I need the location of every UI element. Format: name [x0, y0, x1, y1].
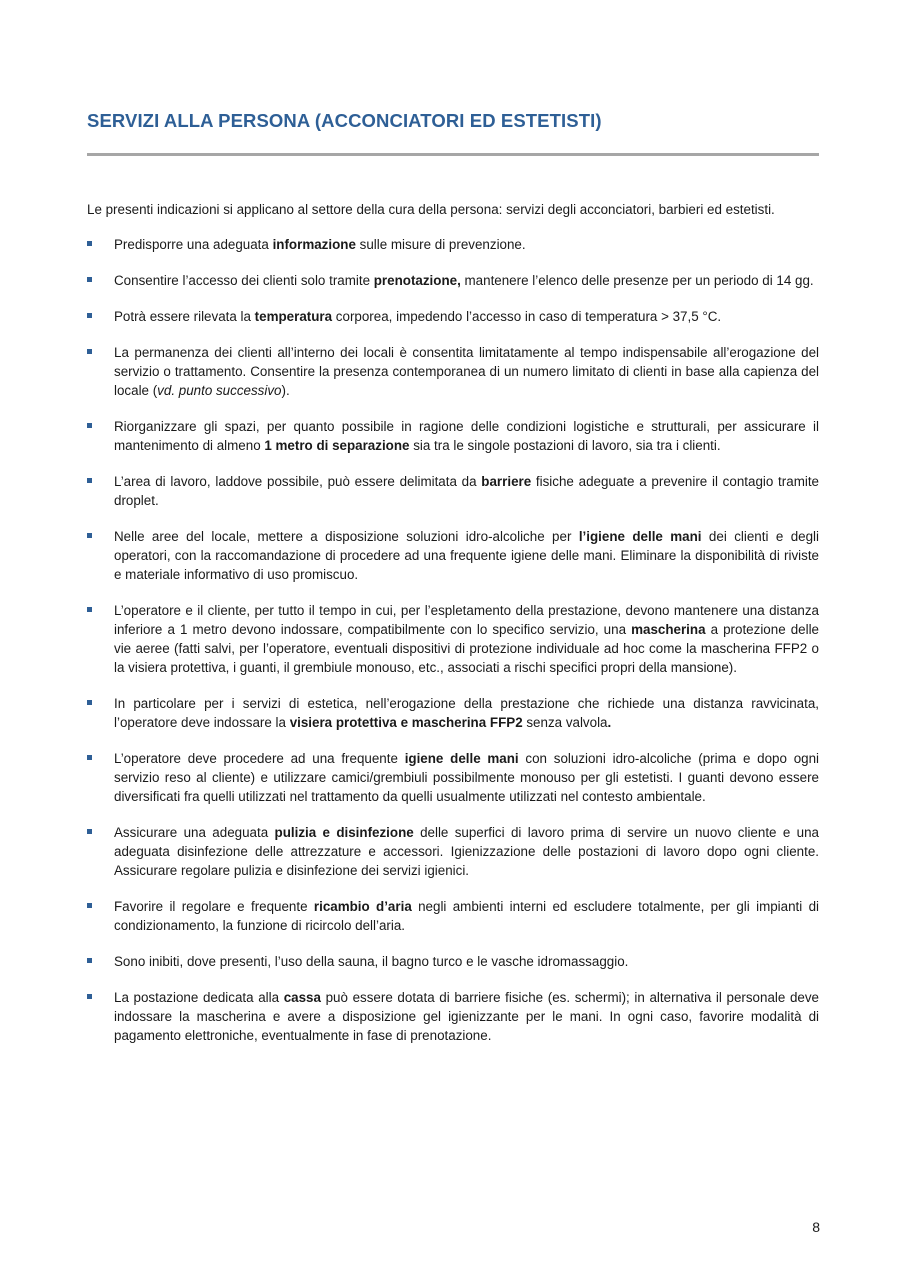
- title-divider: [87, 153, 819, 156]
- list-item-text: L’operatore e il cliente, per tutto il tempo in cui, per l’espletamento della prestazione, devono mantenere una distanza inferiore a 1 metro devono indossare, compatibilmente con lo specifico servizio, una: [114, 603, 819, 637]
- list-item-text: L’operatore deve procedere ad una frequente: [114, 751, 405, 766]
- list-item: [87, 694, 819, 732]
- list-item-text: negli ambienti interni ed escludere totalmente, per gli impianti di condizionamento, la funzione di ricircolo dell’aria.: [114, 899, 819, 933]
- list-item: [87, 472, 819, 510]
- list-item-text: con soluzioni idro-alcoliche (prima e dopo ogni servizio reso al cliente) e utilizzare camici/grembiuli possibilmente monouso per gli estetisti. I guanti devono essere diversificati fra quelli utilizzati nel trattamento da quelli usualmente utilizzati nel contesto ambientale.: [114, 751, 820, 804]
- list-item-text: ricambio d’aria: [313, 899, 412, 914]
- list-item: [87, 307, 819, 326]
- square-bullet-icon: [87, 533, 92, 538]
- list-item: [87, 749, 819, 806]
- list-item-text: Assicurare una adeguata: [114, 825, 275, 840]
- list-item-text: sia tra le singole postazioni di lavoro, sia tra i clienti.: [409, 438, 721, 453]
- list-item: [87, 988, 819, 1045]
- list-item-text: sulle misure di prevenzione.: [355, 237, 526, 252]
- list-item-text: mantenere l’elenco delle presenze per un periodo di 14 gg.: [460, 273, 814, 288]
- list-item-text: Favorire il regolare e frequente: [114, 899, 314, 914]
- list-item-text: Potrà essere rilevata la: [114, 309, 255, 324]
- list-item-text: La postazione dedicata alla: [114, 990, 284, 1005]
- list-item: [87, 417, 819, 455]
- list-item-text: .: [607, 715, 612, 730]
- list-item: [87, 527, 819, 584]
- list-item-text: prenotazione,: [373, 273, 461, 288]
- list-item-text: senza valvola: [522, 715, 608, 730]
- list-item: [87, 235, 819, 254]
- list-item-text: Riorganizzare gli spazi, per quanto possibile in ragione delle condizioni logistiche e strutturali, per assicurare il mantenimento di almeno: [114, 419, 819, 453]
- list-item: [87, 897, 819, 935]
- square-bullet-icon: [87, 994, 92, 999]
- list-item: [87, 952, 819, 971]
- page-number: 8: [812, 1219, 820, 1235]
- list-item-text: vd. punto successivo: [157, 383, 282, 398]
- square-bullet-icon: [87, 958, 92, 963]
- list-item-text: 1 metro di separazione: [264, 438, 410, 453]
- list-item-text: può essere dotata di barriere fisiche (es. schermi); in alternativa il personale deve indossare la mascherina e avere a disposizione gel igienizzante per le mani. In ogni caso, favorire modalità di pagamento elettroniche, eventualmente in fase di prenotazione.: [114, 990, 819, 1043]
- page-title: SERVIZI ALLA PERSONA (ACCONCIATORI ED ESTETISTI): [87, 110, 602, 131]
- list-item-text: dei clienti e degli operatori, con la raccomandazione di procedere ad una frequente igiene delle mani. Eliminare la disponibilità di riviste e materiale informativo di uso promiscuo.: [114, 529, 819, 582]
- square-bullet-icon: [87, 349, 92, 354]
- square-bullet-icon: [87, 700, 92, 705]
- list-item-text: Consentire l’accesso dei clienti solo tramite: [114, 273, 374, 288]
- list-item-text: pulizia e disinfezione: [274, 825, 414, 840]
- list-item: [87, 601, 819, 677]
- list-item: [87, 823, 819, 880]
- square-bullet-icon: [87, 755, 92, 760]
- list-item-text: fisiche adeguate a prevenire il contagio tramite droplet.: [114, 474, 819, 508]
- list-item-text: corporea, impedendo l’accesso in caso di temperatura > 37,5 °C.: [332, 309, 722, 324]
- list-item-text: informazione: [272, 237, 356, 252]
- list-item-text: a protezione delle vie aeree (fatti salvi, per l’operatore, eventuali dispositivi di protezione individuale ad hoc come la mascherina FFP2 o la visiera protettiva, i guanti, il grembiule monouso, etc., associati a rischi specifici propri della mansione).: [114, 622, 820, 675]
- list-item-text: ).: [281, 383, 290, 398]
- square-bullet-icon: [87, 478, 92, 483]
- square-bullet-icon: [87, 607, 92, 612]
- square-bullet-icon: [87, 241, 92, 246]
- list-item-text: Predisporre una adeguata: [114, 237, 273, 252]
- list-item-text: Sono inibiti, dove presenti, l’uso della sauna, il bagno turco e le vasche idromassaggio.: [114, 954, 629, 969]
- square-bullet-icon: [87, 423, 92, 428]
- list-item-text: visiera protettiva e mascherina FFP2: [289, 715, 523, 730]
- intro-paragraph: Le presenti indicazioni si applicano al settore della cura della persona: servizi degli acconciatori, barbieri ed estetisti.: [87, 202, 775, 217]
- list-item-text: l’igiene delle mani: [578, 529, 702, 544]
- list-item-text: temperatura: [254, 309, 333, 324]
- list-item: [87, 343, 819, 400]
- list-item-text: barriere: [481, 474, 532, 489]
- list-item-text: delle superfici di lavoro prima di servire un nuovo cliente e una adeguata disinfezione delle attrezzature e accessori. Igienizzazione delle postazioni di lavoro dopo ogni cliente. Assicurare regolare pulizia e disinfezione dei servizi igienici.: [114, 825, 819, 878]
- square-bullet-icon: [87, 277, 92, 282]
- list-item-text: L’area di lavoro, laddove possibile, può essere delimitata da: [114, 474, 482, 489]
- list-item-text: La permanenza dei clienti all’interno dei locali è consentita limitatamente al tempo indispensabile all’erogazione del servizio o trattamento. Consentire la presenza contemporanea di un numero limitato di clienti in base alla capienza del locale (: [114, 345, 819, 398]
- list-item-text: Nelle aree del locale, mettere a disposizione soluzioni idro-alcoliche per: [114, 529, 579, 544]
- measures-list: [87, 235, 819, 1062]
- square-bullet-icon: [87, 829, 92, 834]
- list-item-text: igiene delle mani: [404, 751, 519, 766]
- list-item-text: mascherina: [631, 622, 706, 637]
- list-item: [87, 271, 819, 290]
- square-bullet-icon: [87, 313, 92, 318]
- list-item-text: cassa: [283, 990, 321, 1005]
- list-item-text: In particolare per i servizi di estetica, nell’erogazione della prestazione che richiede una distanza ravvicinata, l’operatore deve indossare la: [114, 696, 819, 730]
- square-bullet-icon: [87, 903, 92, 908]
